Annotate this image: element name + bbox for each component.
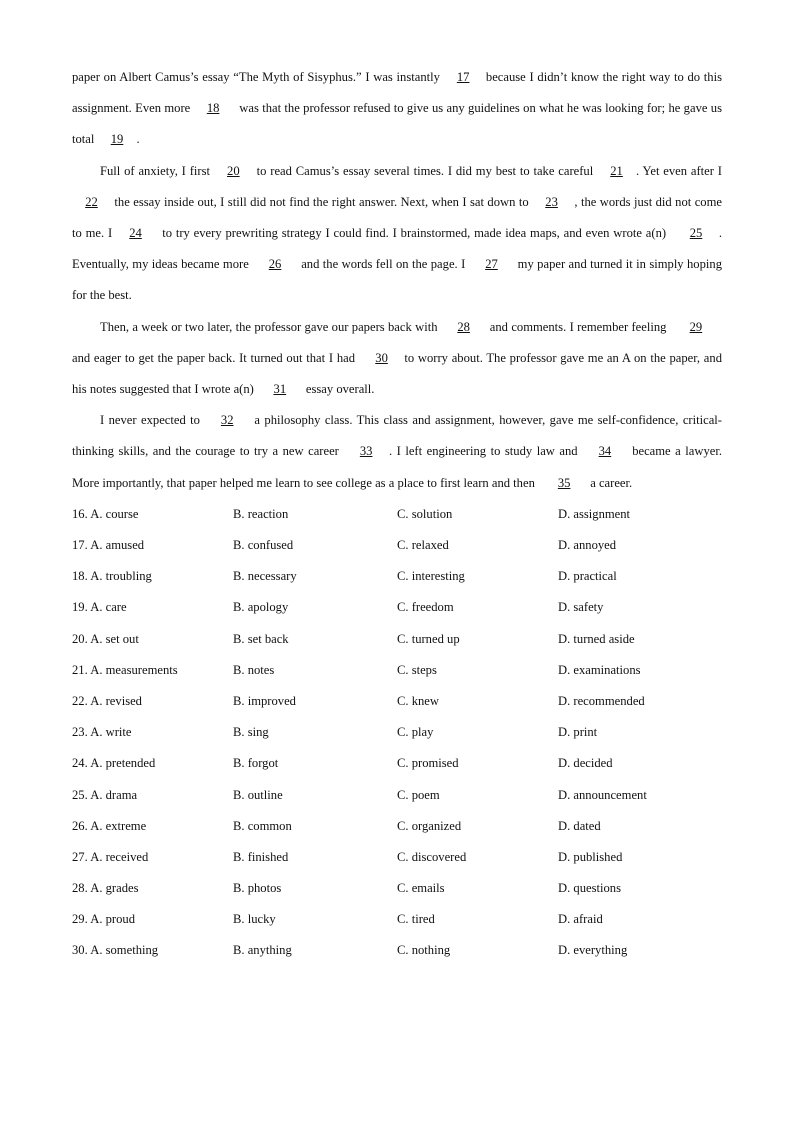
option-a-text: A. measurements [90,662,178,677]
option-c: C. steps [397,662,437,677]
option-b: B. apology [233,600,289,615]
question-number: 17. [72,538,88,553]
question-row-21 [72,655,722,686]
option-b: B. reaction [233,506,289,521]
option-d: D. everything [558,943,628,958]
option-a [72,624,233,655]
question-number: 16. [72,506,88,521]
cloze-passage [72,62,722,499]
option-a [72,530,233,561]
blank-22: 22 [85,194,98,209]
option-a-text: A. extreme [90,818,147,833]
option-a [72,561,233,592]
passage-text: and the words fell on the page. I [297,257,469,272]
question-row-24 [72,748,722,779]
question-row-25 [72,780,722,811]
passage-text: Then, a week or two later, the professor gave our papers back with [100,319,441,334]
option-a-text: A. course [90,506,139,521]
blank-27: 27 [485,257,498,272]
option-b: B. confused [233,538,294,553]
option-a [72,686,233,717]
option-a-text: A. set out [90,631,139,646]
option-d: D. examinations [558,662,641,677]
passage-text: to try every prewriting strategy I could find. I brainstormed, made idea maps, and even wrote a(n) [158,226,670,241]
question-row-26 [72,811,722,842]
question-number: 28. [72,881,88,896]
option-b: B. forgot [233,756,279,771]
blank-21: 21 [610,163,623,178]
passage-text: I never expected to [100,413,205,428]
option-c: C. organized [397,818,462,833]
passage-text: to read Camus’s essay several times. I did my best to take careful [252,163,598,178]
option-a-text: A. care [90,600,127,615]
question-row-20 [72,624,722,655]
question-number: 21. [72,662,88,677]
option-a [72,904,233,935]
question-row-22 [72,686,722,717]
option-b: B. improved [233,693,296,708]
option-c: C. knew [397,693,439,708]
option-a-text: A. drama [90,787,138,802]
option-d: D. practical [558,569,617,584]
option-c: C. emails [397,881,445,896]
passage-text: and eager to get the paper back. It turned out that I had [72,350,359,365]
question-number: 29. [72,912,88,927]
option-d: D. decided [558,756,613,771]
option-c: C. nothing [397,943,451,958]
option-b: B. anything [233,943,292,958]
blank-34: 34 [598,444,612,459]
passage-text: to worry about. The professor gave me an A on the paper, and his notes suggested that I wrote a(n) [72,350,722,397]
question-number: 23. [72,725,88,740]
option-a-text: A. received [90,849,149,864]
option-a-text: A. pretended [90,756,156,771]
option-a [72,842,233,873]
option-a-text: A. write [90,725,132,740]
blank-29: 29 [689,319,703,334]
passage-paragraph [72,62,722,156]
option-c: C. tired [397,912,435,927]
option-c: C. discovered [397,849,467,864]
option-a [72,717,233,748]
option-a-text: A. revised [90,693,142,708]
option-a [72,499,233,530]
blank-25: 25 [689,226,703,241]
option-a-text: A. proud [90,912,135,927]
option-d: D. announcement [558,787,647,802]
option-a [72,873,233,904]
option-c: C. freedom [397,600,454,615]
question-number: 19. [72,600,88,615]
option-c: C. interesting [397,569,465,584]
passage-paragraph [72,156,722,312]
option-d: D. afraid [558,912,603,927]
blank-35: 35 [557,475,571,490]
option-b: B. lucky [233,912,276,927]
option-b: B. notes [233,662,275,677]
passage-text: . [136,132,140,147]
option-b: B. outline [233,787,283,802]
option-c: C. turned up [397,631,460,646]
option-a-text: A. troubling [90,569,152,584]
option-b: B. common [233,818,292,833]
option-a [72,811,233,842]
option-a [72,780,233,811]
question-row-16 [72,499,722,530]
option-c: C. promised [397,756,459,771]
option-d: D. annoyed [558,538,617,553]
question-number: 24. [72,756,88,771]
blank-23: 23 [545,194,558,209]
passage-text: paper on Albert Camus’s essay “The Myth of Sisyphus.” I was instantly [72,70,444,84]
blank-18: 18 [206,101,220,116]
option-d: D. turned aside [558,631,635,646]
passage-text: became a lawyer. More importantly, that paper helped me learn to see college as a place to first learn and then [72,444,722,490]
option-d: D. assignment [558,506,631,521]
question-number: 20. [72,631,88,646]
option-a [72,592,233,623]
passage-text: essay overall. [305,382,375,397]
option-d: D. dated [558,818,601,833]
blank-28: 28 [457,319,470,334]
blank-17: 17 [456,70,470,84]
question-number: 22. [72,693,88,708]
document-page [72,62,722,967]
blank-30: 30 [375,350,388,365]
passage-text: my paper and turned it in simply hoping for the best. [72,257,722,303]
passage-text: . Yet even after I [636,163,722,178]
question-row-28 [72,873,722,904]
question-number: 27. [72,849,88,864]
question-row-27 [72,842,722,873]
question-row-23 [72,717,722,748]
passage-text: a career. [590,475,633,490]
question-row-18 [72,561,722,592]
question-row-29 [72,904,722,935]
passage-paragraph [72,312,722,406]
passage-text: the essay inside out, I still did not find the right answer. Next, when I sat down to [110,194,533,209]
option-d: D. safety [558,600,604,615]
passage-text: . Eventually, my ideas became more [72,226,722,272]
question-row-19 [72,592,722,623]
answer-options [72,499,722,967]
option-c: C. relaxed [397,538,449,553]
option-a-text: A. grades [90,881,139,896]
option-a [72,655,233,686]
question-number: 25. [72,787,88,802]
option-a [72,935,233,966]
option-b: B. finished [233,849,289,864]
passage-text: because I didn’t know the right way to do this assignment. Even more [72,70,722,116]
option-c: C. solution [397,506,453,521]
option-b: B. necessary [233,569,297,584]
option-a [72,748,233,779]
question-row-30 [72,935,722,966]
option-d: D. questions [558,881,621,896]
blank-33: 33 [359,444,373,459]
passage-text: . I left engineering to study law and [388,444,583,459]
passage-text: , the words just did not come to me. I [72,194,722,241]
option-d: D. published [558,849,623,864]
option-b: B. set back [233,631,289,646]
option-a-text: A. amused [90,538,145,553]
blank-24: 24 [129,226,142,241]
passage-text: was that the professor refused to give us any guidelines on what he was looking for; he gave us total [72,101,723,147]
question-number: 18. [72,569,88,584]
option-a-text: A. something [90,943,159,958]
question-number: 30. [72,943,88,958]
blank-31: 31 [273,382,287,397]
option-c: C. play [397,725,434,740]
option-d: D. recommended [558,693,645,708]
blank-20: 20 [227,163,240,178]
question-number: 26. [72,818,88,833]
passage-text: a philosophy class. This class and assignment, however, gave me self-confidence, critical-thinking skills, and the courage to try a new career [72,413,722,459]
passage-text: and comments. I remember feeling [486,319,670,334]
option-b: B. sing [233,725,269,740]
blank-26: 26 [268,257,282,272]
blank-32: 32 [220,413,234,428]
option-d: D. print [558,725,598,740]
question-row-17 [72,530,722,561]
passage-paragraph [72,405,722,499]
passage-text: Full of anxiety, I first [100,163,214,178]
blank-19: 19 [110,132,124,147]
option-c: C. poem [397,787,440,802]
option-b: B. photos [233,881,282,896]
